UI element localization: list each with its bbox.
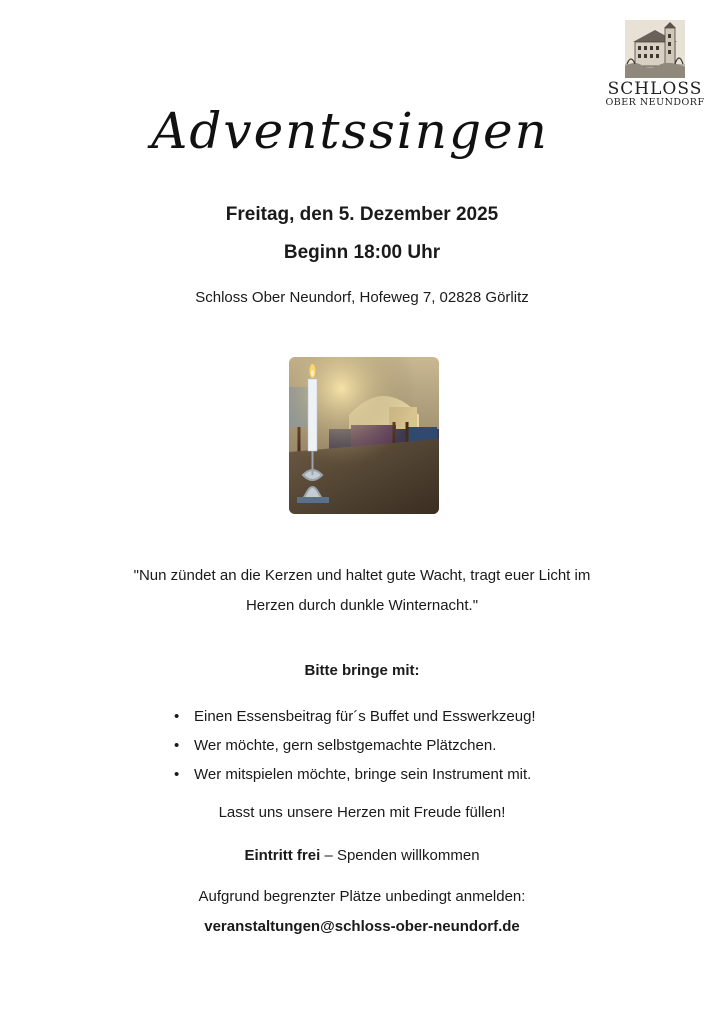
logo-name: SCHLOSS — [607, 79, 703, 99]
list-item-text: Wer möchte, gern selbstgemachte Plätzchen. — [194, 737, 497, 754]
event-address: Schloss Ober Neundorf, Hofeweg 7, 02828 Görlitz — [195, 289, 529, 306]
list-item — [172, 760, 536, 789]
castle-illustration-icon — [625, 20, 685, 78]
quote-line-2: Herzen durch dunkle Winternacht." — [245, 597, 479, 614]
bullet-icon: • — [174, 766, 180, 783]
candle-room-photo — [289, 357, 439, 514]
event-time: Beginn 18:00 Uhr — [283, 242, 441, 263]
page-title: Adventssingen — [151, 102, 549, 160]
entry-donation-text: – Spenden willkommen — [320, 847, 480, 864]
entry-info — [0, 845, 724, 867]
hearts-line: Lasst uns unsere Herzen mit Freude füllen! — [218, 804, 506, 821]
bullet-icon: • — [174, 708, 180, 725]
entry-free-label: Eintritt frei — [244, 847, 321, 864]
bring-heading: Bitte bringe mit: — [304, 662, 420, 679]
bring-list — [172, 702, 536, 789]
quote-line-1: "Nun zündet an die Kerzen und haltet gute Wacht, tragt euer Licht im — [133, 567, 591, 584]
list-item-text: Wer mitspielen möchte, bringe sein Instrument mit. — [194, 766, 532, 783]
contact-email-link[interactable]: veranstaltungen@schloss-ober-neundorf.de — [204, 918, 520, 935]
bullet-icon: • — [174, 737, 180, 754]
list-item — [172, 731, 536, 760]
candle-photo-image — [289, 357, 439, 514]
registration-note: Aufgrund begrenzter Plätze unbedingt anmelden: — [198, 888, 526, 905]
list-item — [172, 702, 536, 731]
logo-subname: OBER NEUNDORF — [605, 97, 705, 108]
schloss-logo — [600, 20, 710, 108]
event-date: Freitag, den 5. Dezember 2025 — [225, 204, 499, 225]
list-item-text: Einen Essensbeitrag für´s Buffet und Esswerkzeug! — [194, 708, 536, 725]
candle-quote — [0, 561, 724, 621]
